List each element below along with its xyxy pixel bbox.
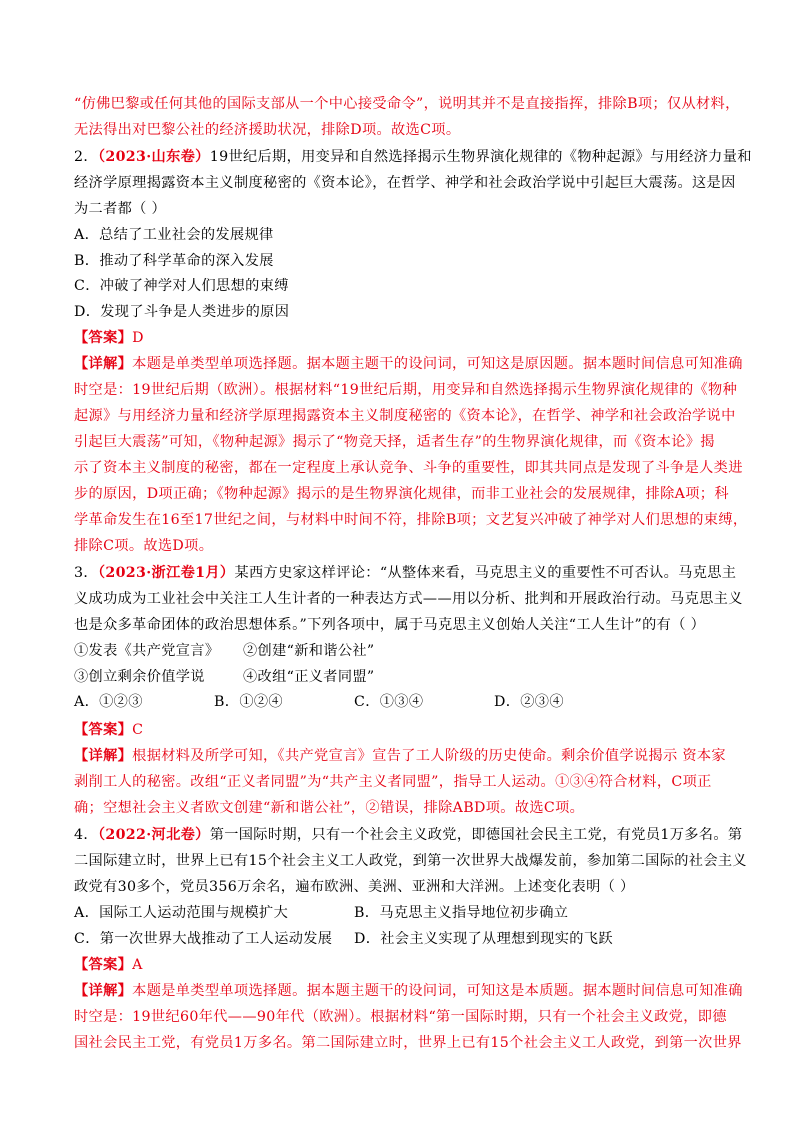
option-d: D．②③④ [494, 694, 564, 710]
detail-line: 国社会民主工党，有党员1万多名。第二国际建立时，世界上已有15个社会主义工人政党，到第一次世界 [74, 1035, 742, 1051]
option-d: D．社会主义实现了从理想到现实的飞跃 [354, 931, 613, 947]
answer-label: 【答案】 [74, 957, 133, 973]
q1-detail-line: 无法得出对巴黎公社的经济援助状况，排除D项。故选C项。 [74, 122, 461, 138]
option-d: D．发现了斗争是人类进步的原因 [74, 304, 290, 320]
detail-line: 起源》与用经济力量和经济学原理揭露资本主义制度秘密的《资本论》，在哲学、神学和社会政治学说中 [74, 408, 736, 424]
detail-line: 示了资本主义制度的秘密，都在一定程度上承认竞争、斗争的重要性，即其共同点是发现了斗争是人类进 [74, 460, 743, 476]
detail-line: 学革命发生在16至17世纪之间，与材料中时间不符，排除B项；文艺复兴冲破了神学对人们思想的束缚， [74, 512, 748, 528]
detail-line [74, 979, 743, 1003]
option-c: C．①③④ [354, 694, 424, 710]
option-b: B．马克思主义指导地位初步确立 [354, 905, 569, 921]
question-number: 4． [74, 827, 98, 843]
question-source: （2023·浙江卷1月） [97, 565, 235, 581]
item-1: ①发表《共产党宣言》 [74, 643, 220, 659]
answer-label: 【答案】 [74, 330, 133, 346]
answer-value: D [132, 330, 144, 346]
answer-value: C [132, 722, 144, 738]
item-2: ②创建“新和谐公社” [243, 643, 375, 659]
item-3: ③创立剩余价值学说 [74, 669, 205, 685]
detail-line: 引起巨大震荡”可知，《物种起源》揭示了“物竞天择，适者生存”的生物界演化规律，而《资本论》揭 [74, 434, 715, 450]
detail-line: 确；空想社会主义者欧文创建“新和谐公社”，②错误，排除ABD项。故选C项。 [74, 800, 585, 816]
question-3-stem [74, 561, 736, 585]
question-text: 某西方史家这样评论：“从整体来看，马克思主义的重要性不可否认。马克思主 [234, 565, 737, 581]
question-text-line: 二国际建立时，世界上已有15个社会主义工人政党，到第一次世界大战爆发前，参加第二国际的社会主义 [74, 853, 747, 869]
answer-line [74, 953, 143, 977]
detail-line [74, 744, 726, 768]
question-text-line: 为二者都（ ） [74, 201, 167, 217]
answer-label: 【答案】 [74, 722, 133, 738]
question-source: （2023·山东卷） [97, 149, 210, 165]
option-a: A．①②③ [74, 694, 143, 710]
option-c: C．冲破了神学对人们思想的束缚 [74, 278, 289, 294]
detail-line: 时空是：19世纪60年代——90年代（欧洲）。根据材料“第一国际时期，只有一个社会主义政党，即德 [74, 1009, 727, 1025]
detail-label: 【详解】 [74, 983, 133, 999]
detail-label: 【详解】 [74, 748, 133, 764]
question-2-stem [74, 145, 752, 169]
question-number: 2． [74, 149, 98, 165]
option-b: B．①②④ [214, 694, 283, 710]
answer-line [74, 718, 143, 742]
detail-text: 根据材料及所学可知，《共产党宣言》宣告了工人阶级的历史使命。剩余价值学说揭示 资本家 [132, 748, 726, 764]
question-text: 19世纪后期，用变异和自然选择揭示生物界演化规律的《物种起源》与用经济力量和 [209, 149, 752, 165]
question-text-line: 经济学原理揭露资本主义制度秘密的《资本论》，在哲学、神学和社会政治学说中引起巨大震荡。这是因 [74, 175, 736, 191]
detail-line: 时空是：19世纪后期（欧洲）。根据材料“19世纪后期，用变异和自然选择揭示生物界演化规律的《物种 [74, 382, 738, 398]
answer-value: A [132, 957, 143, 973]
detail-text: 本题是单类型单项选择题。据本题主题干的设问词，可知这是本质题。据本题时间信息可知准确 [132, 983, 743, 999]
detail-line: 排除C项。故选D项。 [74, 538, 214, 554]
option-a: A．国际工人运动范围与规模扩大 [74, 905, 289, 921]
detail-line: 步的原因，D项正确；《物种起源》揭示的是生物界演化规律，而非工业社会的发展规律，排除A项；科 [74, 486, 729, 502]
option-a: A．总结了工业社会的发展规律 [74, 227, 274, 243]
detail-label: 【详解】 [74, 356, 133, 372]
option-b: B．推动了科学革命的深入发展 [74, 253, 274, 269]
question-text-line: 义成功成为工业社会中关注工人生计者的一种表达方式——用以分析、批判和开展政治行动。马克思主义 [74, 591, 743, 607]
question-source: （2022·河北卷） [97, 827, 210, 843]
q1-detail-line: “仿佛巴黎或任何其他的国际支部从一个中心接受命令”，说明其并不是直接指挥，排除B项；仅从材料， [74, 96, 740, 112]
question-text-line: 政党有30多个，党员356万余名，遍布欧洲、美洲、亚洲和大洋洲。上述变化表明（ ） [74, 879, 635, 895]
item-4: ④改组“正义者同盟” [243, 669, 375, 685]
question-text-line: 也是众多革命团体的政治思想体系。”下列各项中，属于马克思主义创始人关注“工人生计”的有（ ） [74, 617, 706, 633]
detail-line [74, 352, 743, 376]
detail-line: 剥削工人的秘密。改组“正义者同盟”为“共产主义者同盟”，指导工人运动。①③④符合材料，C项正 [74, 774, 712, 790]
detail-text: 本题是单类型单项选择题。据本题主题干的设问词，可知这是原因题。据本题时间信息可知准确 [132, 356, 743, 372]
answer-line [74, 326, 144, 350]
option-c: C．第一次世界大战推动了工人运动发展 [74, 931, 333, 947]
question-number: 3． [74, 565, 98, 581]
question-text: 第一国际时期，只有一个社会主义政党，即德国社会民主工党，有党员1万多名。第 [209, 827, 743, 843]
question-4-stem [74, 823, 742, 847]
